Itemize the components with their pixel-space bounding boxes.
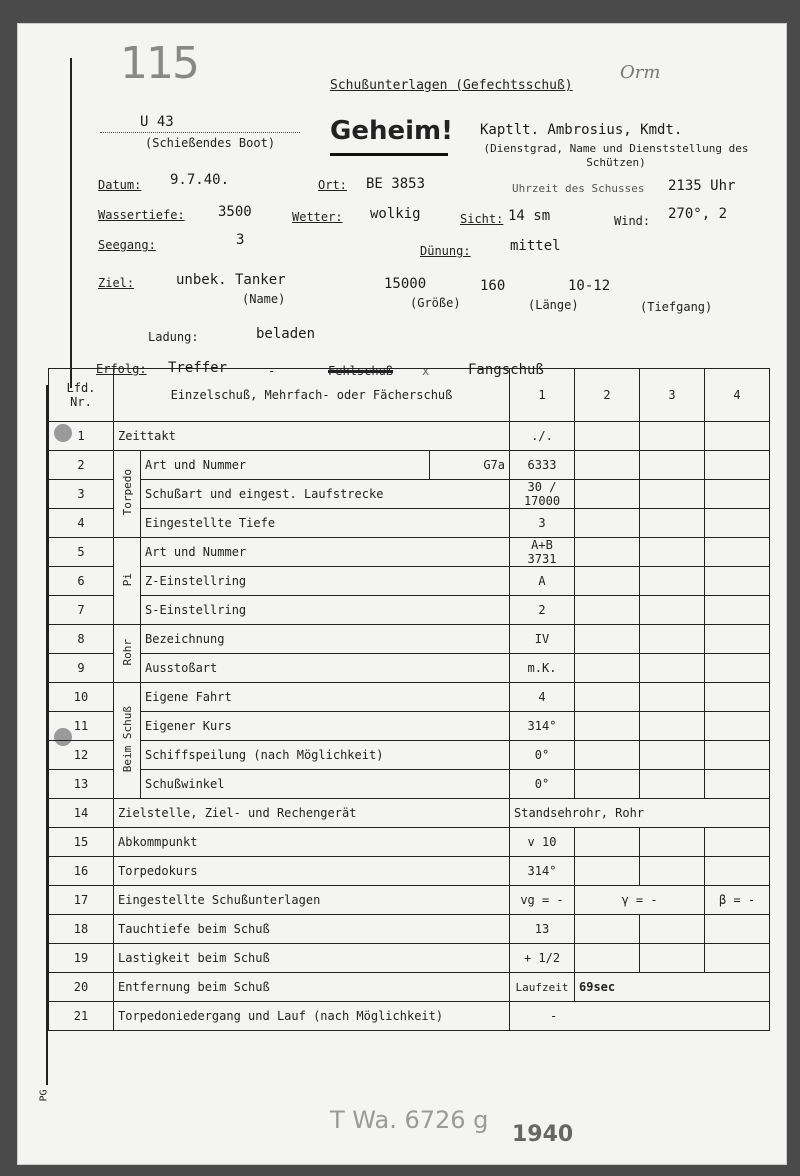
sicht-value: 14 sm bbox=[508, 208, 551, 224]
ziel-label: Ziel: bbox=[98, 276, 135, 290]
row-nr: 17 bbox=[49, 886, 114, 915]
group-rohr: Rohr bbox=[114, 625, 141, 683]
shot-data-table bbox=[48, 368, 770, 1031]
group-pi: Pi bbox=[114, 538, 141, 625]
row-nr: 2 bbox=[49, 451, 114, 480]
row-label: Schiffspeilung (nach Möglichkeit) bbox=[141, 741, 510, 770]
ziel-tiefgang-label: (Tiefgang) bbox=[640, 300, 713, 314]
ladung-label: Ladung: bbox=[148, 330, 199, 344]
uhrzeit-label: Uhrzeit des Schusses bbox=[512, 182, 645, 195]
row-nr: 18 bbox=[49, 915, 114, 944]
ort-label: Ort: bbox=[318, 178, 347, 192]
row-value: 0° bbox=[510, 770, 575, 799]
row-value: 6333 bbox=[510, 451, 575, 480]
row-nr: 13 bbox=[49, 770, 114, 799]
row-value: + 1/2 bbox=[510, 944, 575, 973]
boat-value: U 43 bbox=[140, 114, 174, 130]
row-value: vg = - bbox=[510, 886, 575, 915]
ladung-value: beladen bbox=[256, 326, 316, 342]
row-label: Abkommpunkt bbox=[114, 828, 510, 857]
row-nr: 9 bbox=[49, 654, 114, 683]
ziel-tiefgang: 10-12 bbox=[568, 278, 611, 294]
row-label: Art und Nummer bbox=[141, 451, 430, 480]
shooter-value: Kaptlt. Ambrosius, Kmdt. bbox=[480, 122, 683, 138]
row-label: Entfernung beim Schuß bbox=[114, 973, 510, 1002]
row-value-2: γ = - bbox=[575, 886, 705, 915]
row-value: ./. bbox=[510, 422, 575, 451]
row-value: 314° bbox=[510, 857, 575, 886]
ziel-laenge-label: (Länge) bbox=[528, 298, 579, 312]
seegang-label: Seegang: bbox=[98, 238, 156, 252]
row-value-3: β = - bbox=[705, 886, 770, 915]
row-label: Eigene Fahrt bbox=[141, 683, 510, 712]
row-value-label: Laufzeit bbox=[510, 973, 575, 1002]
row-nr: 1 bbox=[49, 422, 114, 451]
ziel-laenge: 160 bbox=[480, 278, 506, 294]
initials: Orm bbox=[620, 62, 661, 83]
row-label: Torpedoniedergang und Lauf (nach Möglichkeit) bbox=[114, 1002, 510, 1031]
left-margin-line bbox=[70, 58, 72, 388]
wassertiefe-value: 3500 bbox=[218, 204, 252, 220]
row-value: IV bbox=[510, 625, 575, 654]
row-nr: 19 bbox=[49, 944, 114, 973]
row-nr: 20 bbox=[49, 973, 114, 1002]
row-nr: 5 bbox=[49, 538, 114, 567]
erfolg-extra: Fangschuß bbox=[468, 362, 544, 378]
wetter-label: Wetter: bbox=[292, 210, 343, 224]
row-value: 30 / 17000 bbox=[510, 480, 575, 509]
row-value: 13 bbox=[510, 915, 575, 944]
row-note: G7a bbox=[429, 451, 509, 480]
row-value: - bbox=[510, 1002, 770, 1031]
row-label: Torpedokurs bbox=[114, 857, 510, 886]
header-title: Schußunterlagen (Gefechtsschuß) bbox=[330, 78, 573, 93]
seegang-value: 3 bbox=[236, 232, 245, 248]
row-value: 69sec bbox=[575, 973, 770, 1002]
row-nr: 12 bbox=[49, 741, 114, 770]
row-nr: 21 bbox=[49, 1002, 114, 1031]
row-label: Ausstoßart bbox=[141, 654, 510, 683]
archive-stamp: T Wa. 6726 g bbox=[330, 1106, 489, 1134]
header-col-4: 4 bbox=[705, 369, 770, 422]
row-nr: 15 bbox=[49, 828, 114, 857]
duenung-label: Dünung: bbox=[420, 244, 471, 258]
row-value: 4 bbox=[510, 683, 575, 712]
boat-dotline bbox=[100, 132, 300, 133]
shooter-label: (Dienstgrad, Name und Dienststellung des Schützen) bbox=[483, 142, 749, 169]
row-value: 314° bbox=[510, 712, 575, 741]
row-value: v 10 bbox=[510, 828, 575, 857]
page-number: 115 bbox=[120, 38, 198, 89]
row-label: Tauchtiefe beim Schuß bbox=[114, 915, 510, 944]
row-label: Z-Einstellring bbox=[141, 567, 510, 596]
row-label: Eingestellte Schußunterlagen bbox=[114, 886, 510, 915]
wind-label: Wind: bbox=[614, 214, 651, 228]
uhrzeit-value: 2135 Uhr bbox=[668, 178, 736, 194]
secret-underline bbox=[330, 153, 448, 156]
duenung-value: mittel bbox=[510, 238, 561, 254]
side-mark: PG bbox=[38, 1089, 50, 1102]
row-label: Eigener Kurs bbox=[141, 712, 510, 741]
row-value: m.K. bbox=[510, 654, 575, 683]
wassertiefe-label: Wassertiefe: bbox=[98, 208, 185, 222]
sicht-label: Sicht: bbox=[460, 212, 504, 226]
erfolg-mark: x bbox=[422, 364, 430, 378]
header-nr: Lfd. Nr. bbox=[49, 369, 114, 422]
row-label: Schußwinkel bbox=[141, 770, 510, 799]
row-nr: 16 bbox=[49, 857, 114, 886]
header-col-3: 3 bbox=[640, 369, 705, 422]
row-nr: 4 bbox=[49, 509, 114, 538]
ziel-groesse: 15000 bbox=[384, 276, 427, 292]
ort-value: BE 3853 bbox=[366, 176, 426, 192]
row-value: 0° bbox=[510, 741, 575, 770]
row-nr: 14 bbox=[49, 799, 114, 828]
row-nr: 11 bbox=[49, 712, 114, 741]
row-nr: 7 bbox=[49, 596, 114, 625]
row-nr: 8 bbox=[49, 625, 114, 654]
wind-value: 270°, 2 bbox=[668, 206, 728, 222]
row-nr: 3 bbox=[49, 480, 114, 509]
row-value: 3 bbox=[510, 509, 575, 538]
wetter-value: wolkig bbox=[370, 206, 421, 222]
row-nr: 10 bbox=[49, 683, 114, 712]
secret-mark: Geheim! bbox=[330, 116, 453, 146]
header-col-2: 2 bbox=[575, 369, 640, 422]
group-beim-schuss: Beim Schuß bbox=[114, 683, 141, 799]
ziel-name-label: (Name) bbox=[242, 292, 286, 306]
group-torpedo: Torpedo bbox=[114, 451, 141, 538]
row-label: Art und Nummer bbox=[141, 538, 510, 567]
boat-label: (Schießendes Boot) bbox=[145, 136, 276, 150]
erfolg-label: Erfolg: bbox=[96, 362, 147, 376]
datum-value: 9.7.40. bbox=[170, 172, 230, 188]
erfolg-value: Treffer bbox=[168, 360, 228, 376]
row-value: Standsehrohr, Rohr bbox=[510, 799, 770, 828]
ziel-groesse-label: (Größe) bbox=[410, 296, 461, 310]
row-nr: 6 bbox=[49, 567, 114, 596]
erfolg-struck: Fehlschuß bbox=[328, 364, 394, 378]
row-value: A bbox=[510, 567, 575, 596]
row-label: Zeittakt bbox=[114, 422, 510, 451]
row-label: Schußart und eingest. Laufstrecke bbox=[141, 480, 510, 509]
row-label: Zielstelle, Ziel- und Rechengerät bbox=[114, 799, 510, 828]
row-label: Bezeichnung bbox=[141, 625, 510, 654]
row-label: S-Einstellring bbox=[141, 596, 510, 625]
year-stamp: 1940 bbox=[512, 1122, 574, 1147]
datum-label: Datum: bbox=[98, 178, 142, 192]
header-desc: Einzelschuß, Mehrfach- oder Fächerschuß bbox=[114, 369, 510, 422]
row-label: Eingestellte Tiefe bbox=[141, 509, 510, 538]
row-value: 2 bbox=[510, 596, 575, 625]
ziel-name: unbek. Tanker bbox=[176, 272, 286, 288]
row-value: A+B 3731 bbox=[510, 538, 575, 567]
row-label: Lastigkeit beim Schuß bbox=[114, 944, 510, 973]
header-col-1: 1 bbox=[510, 369, 575, 422]
